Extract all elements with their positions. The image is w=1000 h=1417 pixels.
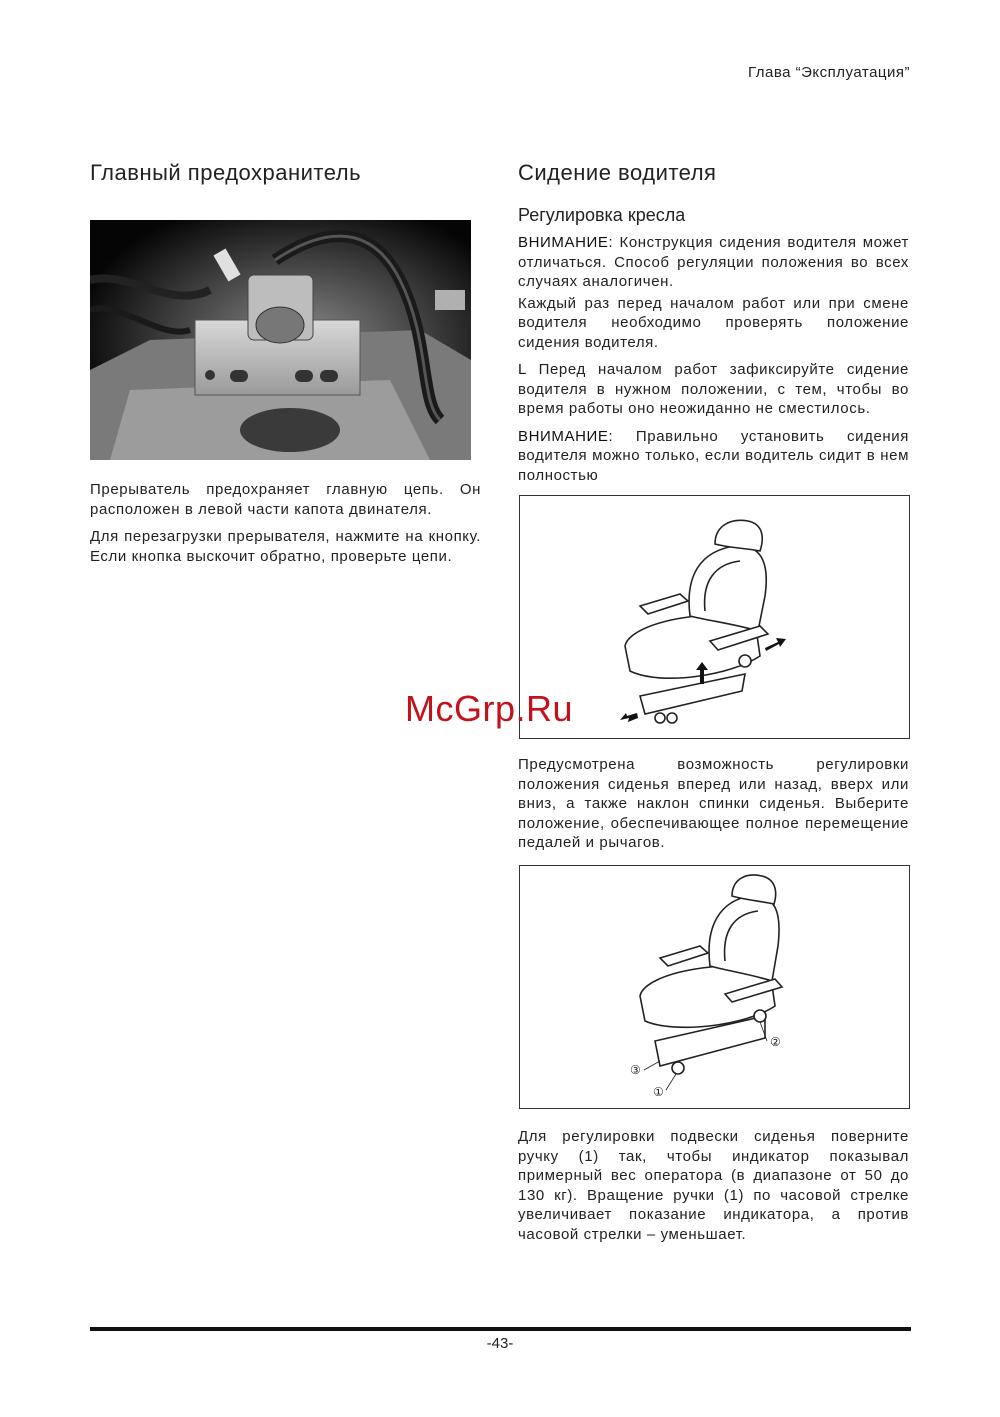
watermark: McGrp.Ru <box>405 688 574 729</box>
warning-1 <box>518 233 909 292</box>
right-text-block-3 <box>518 1127 909 1252</box>
callout-3: ③ <box>630 1063 641 1077</box>
seat-suspension-figure <box>519 865 910 1109</box>
right-paragraph-3: Для регулировки подвески сиденья поверните ручку (1) так, чтобы индикатор показывал примерный вес оператора (в диапазоне от 50 до 130 кг). Вращение ручки (1) по часовой стрелке увеличивает показание индикатора, а против часовой стрелки – уменьшает. <box>518 1128 909 1243</box>
right-paragraph-1: Каждый раз перед началом работ или при смене водителя необходимо проверять положение сидения водителя. <box>518 294 909 351</box>
warning-2-text: Правильно установить сидения водителя можно только, если водитель сидит в нем полностью <box>518 427 909 484</box>
right-text-block-2 <box>518 755 909 861</box>
right-text-block-1 <box>518 233 909 493</box>
warning-2-label: ВНИМАНИЕ: <box>518 427 614 445</box>
left-section-title: Главный предохранитель <box>90 160 362 185</box>
note-mark: L <box>518 361 527 378</box>
note-text: Перед началом работ зафиксируйте сидение водителя в нужном положении, с тем, чтобы во время работы оно неожиданно не сместилось. <box>518 361 909 417</box>
note <box>518 360 909 419</box>
fuse-photo <box>90 220 471 460</box>
footer-rule <box>90 1327 911 1331</box>
warning-1-label: ВНИМАНИЕ: <box>518 234 614 251</box>
right-paragraph-2: Предусмотрена возможность регулировки положения сиденья вперед или назад, вверх или вниз, а также наклон спинки сиденья. Выберите положение, обеспечивающее полное перемещение педалей и рычагов. <box>518 756 909 851</box>
callout-2: ② <box>770 1035 781 1049</box>
warning-1-text: Конструкция сидения водителя может отличаться. Способ регуляции положения во всех случаях аналогичен. <box>518 234 909 290</box>
right-subsection-title: Регулировка кресла <box>518 205 686 225</box>
callout-1: ① <box>653 1085 664 1099</box>
left-text-column <box>90 480 481 574</box>
right-section-title: Сидение водителя <box>518 160 717 185</box>
left-paragraph-1: Прерыватель предохраняет главную цепь. Он расположен в левой части капота двинателя. <box>90 481 481 518</box>
warning-2 <box>518 427 909 486</box>
seat-adjustment-figure <box>519 495 910 739</box>
page-number: -43- <box>486 1335 514 1352</box>
left-paragraph-2: Для перезагрузки прерывателя, нажмите на кнопку. Если кнопка выскочит обратно, проверьте цепи. <box>90 528 481 565</box>
chapter-header: Глава “Эксплуатация” <box>747 64 910 81</box>
